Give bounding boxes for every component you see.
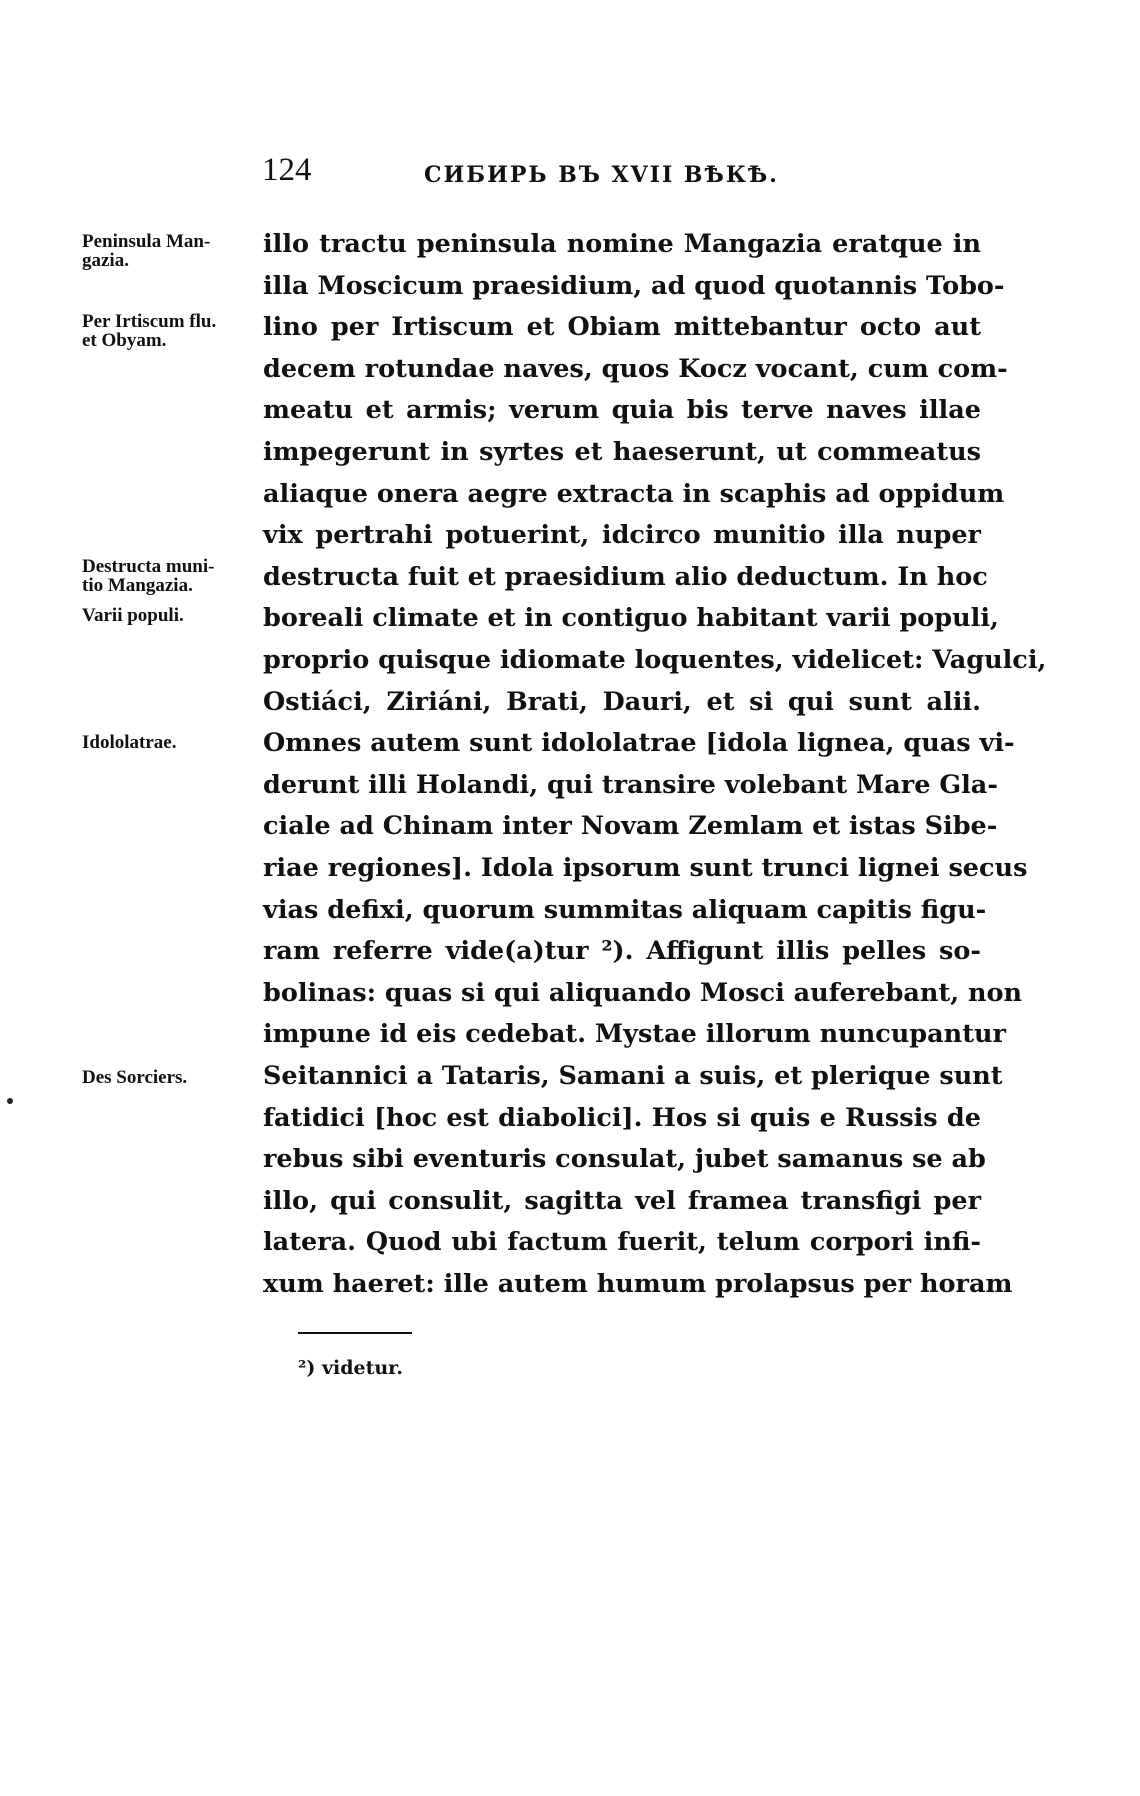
- footnote-divider: [298, 1332, 412, 1334]
- text-line: illo, qui consulit, sagitta vel framea transfigi per: [263, 1185, 981, 1216]
- margin-note-destructa: [82, 557, 267, 595]
- margin-note-varii: [82, 606, 267, 625]
- text-line: impegerunt in syrtes et haeserunt, ut commeatus: [263, 437, 981, 467]
- margin-note-line: Des Sorciers.: [82, 1067, 188, 1088]
- text-line: decem rotundae naves, quos Kocz vocant, cum com-: [263, 353, 1008, 384]
- margin-note-sorciers: [82, 1068, 267, 1087]
- margin-note-line: Idololatrae.: [82, 732, 177, 753]
- text-line: illa Moscicum praesidium, ad quod quotannis Tobo-: [263, 270, 1005, 301]
- text-line: Ostiáci, Ziriáni, Brati, Dauri, et si qui sunt alii.: [263, 686, 981, 717]
- text-line: destructa fuit et praesidium alio deductum. In hoc: [263, 561, 988, 592]
- page-header: [262, 152, 982, 202]
- margin-note-idololatrae: [82, 733, 267, 752]
- margin-note-line: tio Mangazia.: [82, 575, 193, 596]
- text-line: Seitannici a Tataris, Samani a suis, et plerique sunt: [263, 1061, 1003, 1091]
- text-line: xum haeret: ille autem humum prolapsus per horam: [263, 1269, 1013, 1299]
- page-number: 124: [262, 152, 312, 188]
- text-line: Omnes autem sunt idololatrae [idola lignea, quas vi-: [263, 728, 1015, 759]
- scan-speck: [7, 1098, 13, 1104]
- margin-note-line: Peninsula Man-: [82, 231, 211, 252]
- text-line: proprio quisque idiomate loquentes, videlicet: Vagulci,: [263, 645, 1047, 675]
- text-line: lino per Irtiscum et Obiam mittebantur octo aut: [263, 312, 981, 343]
- text-line: derunt illi Holandi, qui transire volebant Mare Gla-: [263, 769, 998, 800]
- text-line: fatidici [hoc est diabolici]. Hos si quis e Russis de: [263, 1102, 981, 1133]
- running-title: СИБИРЬ ВЪ XVII ВѢКѢ.: [424, 162, 779, 188]
- footnote-text: videtur.: [321, 1357, 404, 1379]
- text-line: impune id eis cedebat. Mystae illorum nuncupantur: [263, 1019, 1006, 1050]
- text-line: aliaque onera aegre extracta in scaphis ad oppidum: [263, 478, 1005, 509]
- text-line: illo tractu peninsula nomine Mangazia eratque in: [263, 229, 981, 259]
- text-line: latera. Quod ubi factum fuerit, telum corpori infi-: [263, 1227, 981, 1258]
- footnote: [298, 1357, 403, 1379]
- margin-note-line: Destructa muni-: [82, 556, 215, 577]
- margin-note-line: et Obyam.: [82, 330, 167, 351]
- margin-note-line: Varii populi.: [82, 605, 184, 626]
- footnote-marker: ²): [298, 1357, 316, 1379]
- text-line: meatu et armis; verum quia bis terve naves illae: [263, 395, 981, 426]
- text-line: riae regiones]. Idola ipsorum sunt trunci lignei secus: [263, 853, 1028, 883]
- text-line: vias defixi, quorum summitas aliquam capitis figu-: [263, 894, 987, 925]
- text-line: ram referre vide(a)tur ²). Affigunt illis pelles so-: [263, 936, 981, 967]
- margin-note-line: Per Irtiscum flu.: [82, 311, 217, 332]
- text-line: vix pertrahi potuerint, idcirco munitio illa nuper: [263, 520, 981, 551]
- text-line: rebus sibi eventuris consulat, jubet samanus se ab: [263, 1144, 986, 1175]
- text-line: ciale ad Chinam inter Novam Zemlam et istas Sibe-: [263, 811, 998, 842]
- text-line: bolinas: quas si qui aliquando Mosci auferebant, non: [263, 977, 1023, 1008]
- margin-note-peninsula: [82, 232, 267, 270]
- margin-note-line: gazia.: [82, 250, 129, 271]
- margin-note-irtiscum: [82, 312, 267, 350]
- text-line: boreali climate et in contiguo habitant varii populi,: [263, 603, 999, 634]
